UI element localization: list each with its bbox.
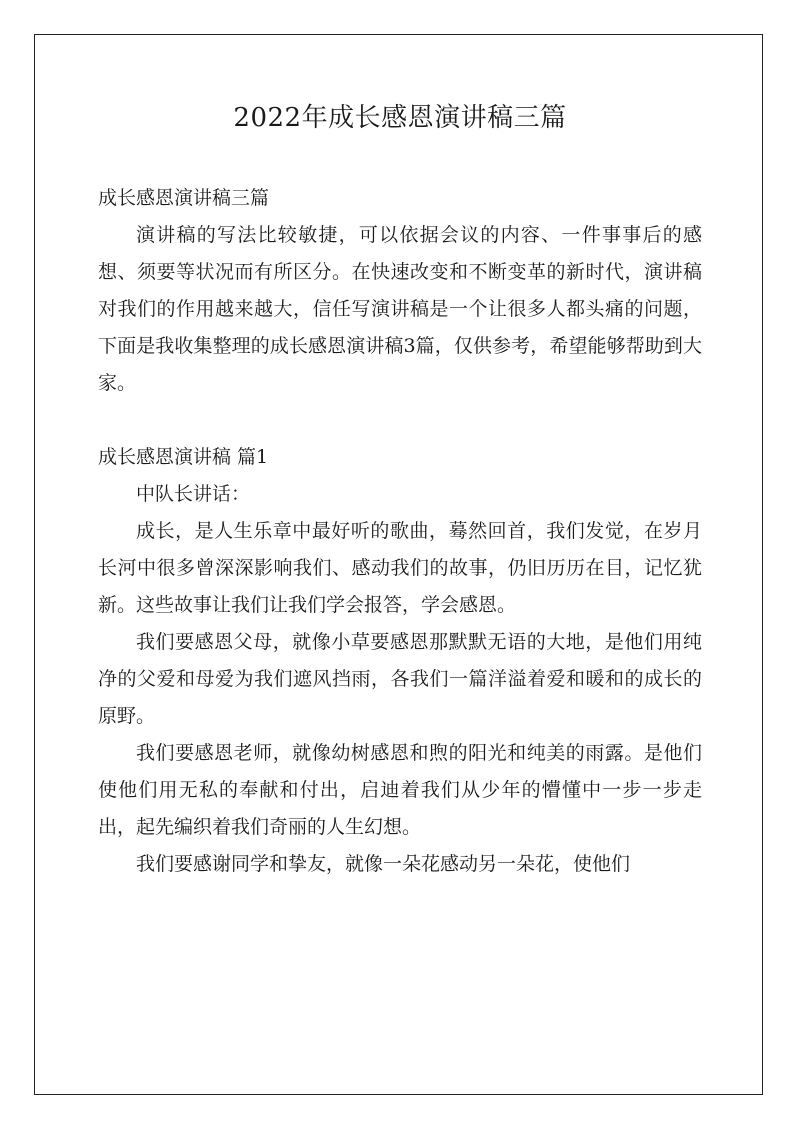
intro-paragraph: 演讲稿的写法比较敏捷，可以依据会议的内容、一件事事后的感想、须要等状况而有所区分。在快速改变和不断变革的新时代，演讲稿对我们的作用越来越大，信任写演讲稿是一个让很多人都头痛的问题，下面是我收集整理的成长感恩演讲稿3篇，仅供参考，希望能够帮助到大家。 [98,224,702,394]
document-body [98,180,702,883]
body-paragraph-1: 成长，是人生乐章中最好听的歌曲，蓦然回首，我们发觉，在岁月长河中很多曾深深影响我们、感动我们的故事，仍旧历历在目，记忆犹新。这些故事让我们让我们学会报答，学会感恩。 [98,520,702,616]
speaker-line: 中队长讲话： [136,483,251,505]
body-paragraph-2: 我们要感恩父母，就像小草要感恩那默默无语的大地，是他们用纯净的父爱和母爱为我们遮风挡雨，各我们一篇洋溢着爱和暖和的成长的原野。 [98,631,702,727]
body-paragraph-3: 我们要感恩老师，就像幼树感恩和煦的阳光和纯美的雨露。是他们使他们用无私的奉献和付出，启迪着我们从少年的懵懂中一步一步走出，起先编织着我们奇丽的人生幻想。 [98,742,702,838]
section-spacer [98,402,702,439]
body-paragraph-4: 我们要感谢同学和挚友，就像一朵花感动另一朵花，使他们 [136,853,631,875]
document-title: 2022年成长感恩演讲稿三篇 [233,103,567,133]
section-heading: 成长感恩演讲稿 篇1 [98,446,269,468]
document-subtitle: 成长感恩演讲稿三篇 [98,187,270,209]
